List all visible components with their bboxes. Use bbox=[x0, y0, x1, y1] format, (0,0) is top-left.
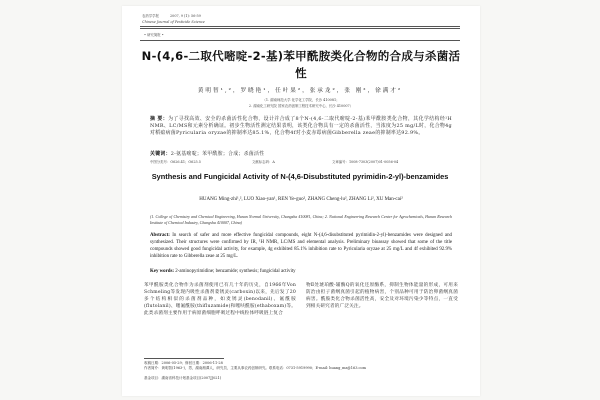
header-rule-thin bbox=[140, 28, 460, 29]
title-en: Synthesis and Fungicidal Activity of N-(4,6-Disubstituted pyrimidin-2-yl)-benzamides bbox=[151, 172, 449, 181]
abstract-en bbox=[150, 232, 452, 260]
keywords-en bbox=[150, 268, 452, 275]
title-cn: N-(4,6-二取代嘧啶-2-基)苯甲酰胺类化合物的合成与杀菌活性 bbox=[141, 49, 461, 80]
journal-name-en: Chinese Journal of Pesticide Science bbox=[142, 19, 205, 24]
affiliation-en: (1. College of Chemistry and Chemical Engineering, Hunan Normal University, Changsha 410081, China; 2. National Engineering Research Center for Agrochemicals, Hunan Research Institute of Chemical Industry, Changsha 410007, China) bbox=[150, 214, 452, 225]
authors-cn: 黄明智¹,²，罗晓艳¹，任叶果²，张承龙²，张 刚²，徐满才² bbox=[197, 88, 403, 94]
section-rule bbox=[140, 40, 460, 41]
authors-en: HUANG Ming-zhi¹,², LUO Xiao-yan¹, REN Ye-guo², ZHANG Cheng-lu², ZHANG Li², XU Man-cai² bbox=[199, 197, 403, 202]
footnote-author-bio: 作者简介：黄明智(1963-)，男，湖南湘潭人，研究员，主要从事农药创制研究。联系电话：0731-5919990；E-mail: huang_mz@163.com bbox=[144, 366, 366, 370]
abstract-cn bbox=[150, 116, 452, 138]
footnote-received: 收稿日期：2006-05-29；修回日期：2006-11-28 bbox=[144, 361, 223, 365]
keywords-cn-label: 关键词： bbox=[150, 151, 171, 157]
volume-info: 2007, 9 (1): 56-59 bbox=[170, 14, 201, 18]
doc-code: 文献标志码：A bbox=[252, 160, 275, 164]
clc-number: 中图分类号：O626.41；O625.5 bbox=[150, 160, 201, 164]
footnote-funding: 基金项目：湖南省科技计划基金项目(2007JJ021) bbox=[144, 376, 222, 380]
body-right-column: 物Ⅱ处琥珀酸-辅酶Q的氧化还原酶系，抑制生物体能量的形成，可用来防治由担子菌纲真菌引起的植物病害，个别品种可用于防治卵菌纲真菌病害。酰胺类化合物杀菌活性高，安全及对环境污染少等特点，一直受到相关研究者的广泛关注。 bbox=[306, 283, 458, 310]
abstract-cn-text: 为了寻找高效、安全的杀菌活性化合物，设计并合成了8个N-(4,6-二取代嘧啶-2-基)苯甲酰胺类化合物，其化学结构经¹H NMR、LC/MS和元素分析确证。初步生物活性测定结果表明，该类化合物具有一定的杀菌活性，当浓度为25 mg/L时，化合物4g对稻瘟病菌Pyricularia oryzae的抑制率达85.1%，化合物4f对小麦赤霉病菌Gibberella zeae的抑制率达92.9%。 bbox=[150, 116, 452, 137]
footnote-rule bbox=[144, 358, 224, 359]
keywords-cn bbox=[150, 151, 452, 158]
journal-name-cn: 农药学学报 bbox=[142, 14, 159, 18]
section-label: • 研究简报 • bbox=[144, 33, 164, 37]
keywords-en-text: 2-aminopyrimidine; benzamide; synthesis; fungicidal activity bbox=[175, 269, 296, 274]
paper-page bbox=[122, 6, 480, 396]
abstract-cn-label: 摘 要： bbox=[150, 116, 169, 122]
affiliation-cn-2: 2. 湖南化工研究院 国家农药创制工程技术研究中心，长沙 410007） bbox=[248, 104, 354, 108]
abstract-en-label: Abstract: bbox=[150, 233, 170, 238]
abstract-en-text: In search of safer and more effective fungicidal compounds, eight N-(4,6-disubstituted pyrimidin-2-yl)-benzamides were designed and synthesized. Their structures were confirmed by IR, ¹H NMR, LC/MS and elemental analysis. Preliminary bioassay showed that some of the title compounds showed good fungicidal activity, for example, 4g exhibited 85.1% inhibition rate to Pyricularia oryzae at 25 mg/L and 4f exhibited 92.9% inhibition rate to Gibberella zeae at 25 mg/L. bbox=[150, 233, 452, 259]
keywords-cn-text: 2-氨基嘧啶；苯甲酰胺；合成；杀菌活性 bbox=[170, 151, 265, 157]
article-number: 文章编号：1008-7303(2007)01-0056-04 bbox=[332, 160, 399, 164]
affiliation-cn-1: （1. 湖南师范大学 化学化工学院，长沙 410081； bbox=[262, 98, 340, 102]
body-left-column: 苯甲酰胺类化合物作为杀菌剂使用已有几十年的历史，自1966年Von Schmeling等发现内吸性杀菌剂萎锈灵(carboxin)以来，先后发了20多个结构相似的杀菌剂品种，如麦锈灵(benodanil)、氟酰胺(flutolanil)、噻氟酰胺(thifluzamide)和噻呋酰胺(ethaboxam)等。此类杀菌剂主要作用于病原菌细胞呼吸过程中线粒体呼吸链上复合 bbox=[144, 283, 296, 317]
keywords-en-label: Key words: bbox=[150, 269, 175, 274]
